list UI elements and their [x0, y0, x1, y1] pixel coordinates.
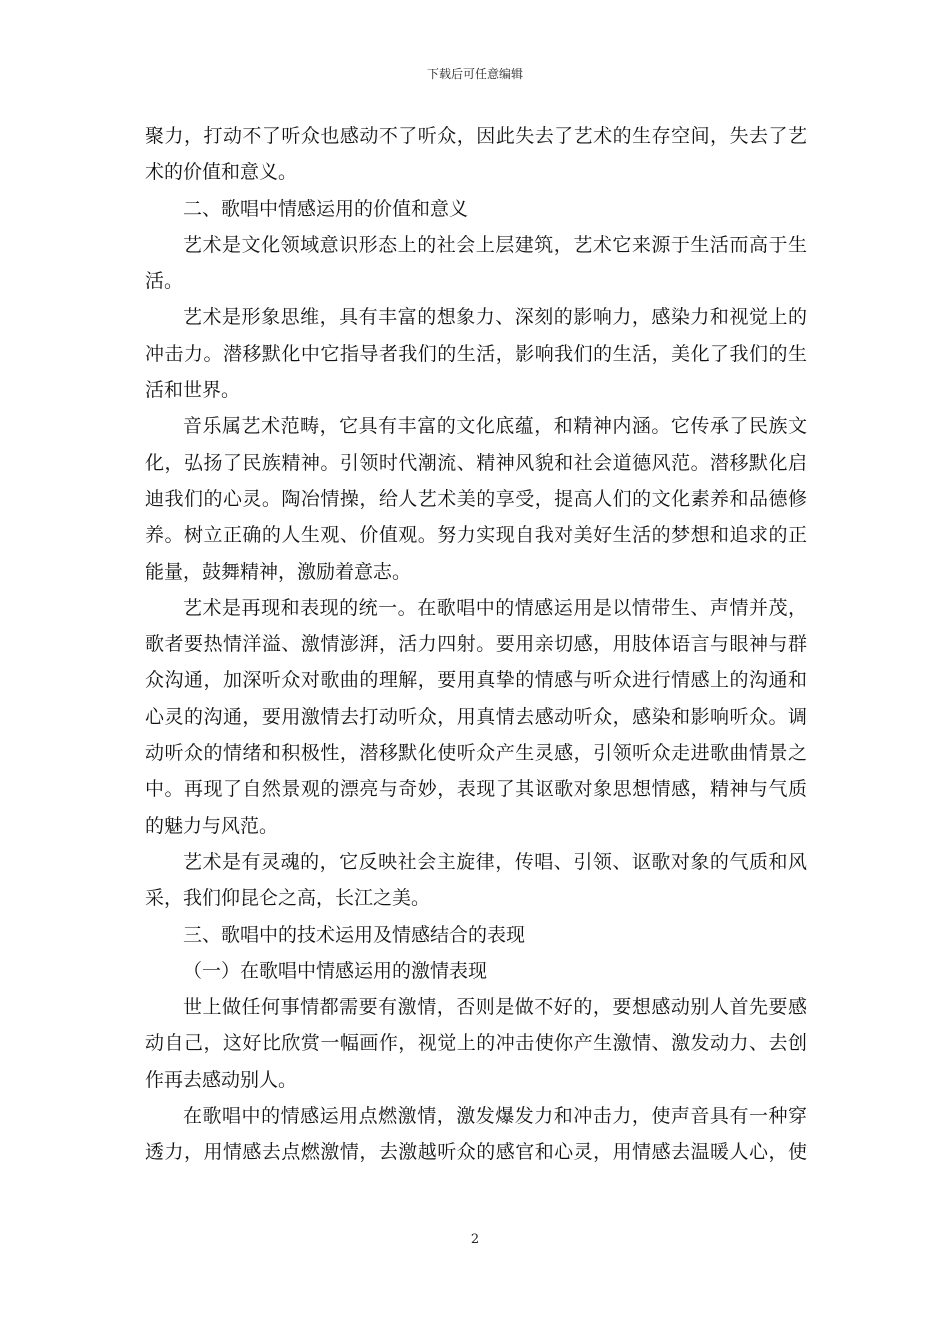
text-line: 活和世界。: [145, 379, 241, 402]
text-line: 作再去感动别人。: [145, 1068, 298, 1091]
text-line: 的魅力与风范。: [145, 814, 279, 837]
text-line: 众沟通，加深听众对歌曲的理解，要用真挚的情感与听众进行情感上的沟通和: [145, 669, 807, 692]
text-line: 心灵的沟通，要用激情去打动听众，用真情去感动听众，感染和影响听众。调: [145, 705, 807, 728]
text-line: 歌者要热情洋溢、激情澎湃，活力四射。要用亲切感，用肢体语言与眼神与群: [145, 633, 807, 656]
text-line: 三、歌唱中的技术运用及情感结合的表现: [183, 923, 526, 946]
text-line: 动自己，这好比欣赏一幅画作，视觉上的冲击使你产生激情、激发动力、去创: [145, 1032, 807, 1055]
text-line: 艺术是有灵魂的，它反映社会主旋律，传唱、引领、讴歌对象的气质和风: [183, 850, 807, 873]
text-line: 二、歌唱中情感运用的价值和意义: [183, 197, 469, 220]
text-line: （一）在歌唱中情感运用的激情表现: [183, 959, 488, 982]
text-line: 透力，用情感去点燃激情，去激越听众的感官和心灵，用情感去温暖人心，使: [145, 1141, 807, 1164]
text-line: 冲击力。潜移默化中它指导者我们的生活，影响我们的生活，美化了我们的生: [145, 342, 807, 365]
text-line: 采，我们仰昆仑之高，长江之美。: [145, 887, 431, 910]
text-line: 艺术是文化领域意识形态上的社会上层建筑，艺术它来源于生活而高于生: [183, 233, 807, 256]
text-line: 聚力，打动不了听众也感动不了听众，因此失去了艺术的生存空间，失去了艺: [145, 125, 807, 147]
text-line: 中。再现了自然景观的漂亮与奇妙，表现了其讴歌对象思想情感，精神与气质: [145, 778, 807, 801]
text-line: 能量，鼓舞精神，激励着意志。: [145, 560, 412, 583]
text-line: 在歌唱中的情感运用点燃激情，激发爆发力和冲击力，使声音具有一种穿: [183, 1105, 807, 1128]
text-line: 养。树立正确的人生观、价值观。努力实现自我对美好生活的梦想和追求的正: [145, 524, 807, 547]
text-line: 活。: [145, 270, 184, 293]
text-line: 艺术是形象思维，具有丰富的想象力、深刻的影响力，感染力和视觉上的: [183, 306, 807, 329]
page-number: 2: [470, 1232, 480, 1247]
text-line: 迪我们的心灵。陶冶情操，给人艺术美的享受，提高人们的文化素养和品德修: [145, 487, 807, 510]
text-line: 化，弘扬了民族精神。引领时代潮流、精神风貌和社会道德风范。潜移默化启: [145, 451, 807, 474]
text-line: 艺术是再现和表现的统一。在歌唱中的情感运用是以情带生、声情并茂，: [183, 596, 807, 619]
page-header: 下载后可任意编辑: [426, 67, 523, 81]
text-line: 世上做任何事情都需要有激情，否则是做不好的，要想感动别人首先要感: [183, 996, 807, 1019]
text-line: 动听众的情绪和积极性，潜移默化使听众产生灵感，引领听众走进歌曲情景之: [145, 742, 807, 765]
text-line: 术的价值和意义。: [145, 161, 298, 184]
document-body: [145, 118, 807, 1171]
text-line: 音乐属艺术范畴，它具有丰富的文化底蕴，和精神内涵。它传承了民族文: [183, 415, 807, 438]
